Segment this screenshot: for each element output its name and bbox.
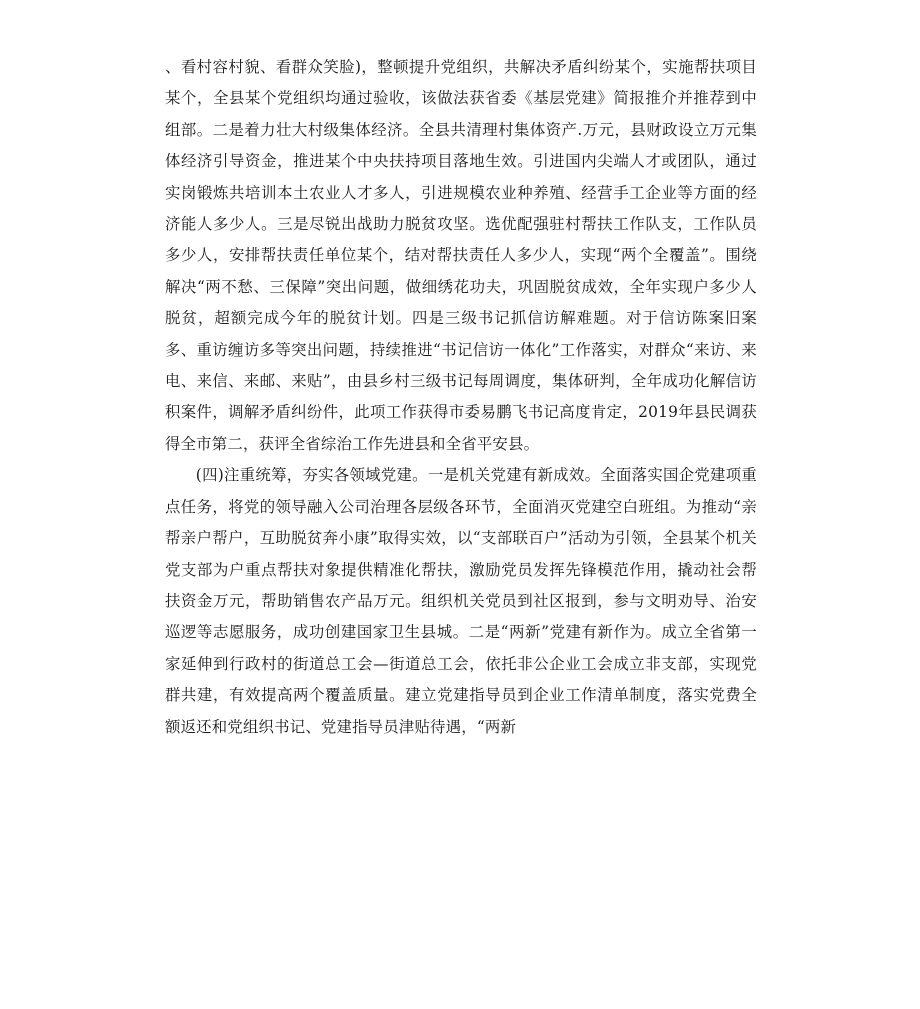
document-body xyxy=(165,52,757,743)
paragraph-2: (四)注重统筹，夯实各领域党建。一是机关党建有新成效。全面落实国企党建项重点任务，将党的领导融入公司治理各层级各环节，全面消灭党建空白班组。为推动“亲帮亲户帮户，互助脱贫奔小康”取得实效，以“支部联百户”活动为引领，全县某个机关党支部为户重点帮扶对象提供精准化帮扶，激励党员发挥先锋模范作用，撬动社会帮扶资金万元，帮助销售农产品万元。组织机关党员到社区报到，参与文明劝导、治安巡逻等志愿服务，成功创建国家卫生县城。二是“两新”党建有新作为。成立全省第一家延伸到行政村的街道总工会—街道总工会，依托非公企业工会成立非支部，实现党群共建，有效提高两个覆盖质量。建立党建指导员到企业工作清单制度，落实党费全额返还和党组织书记、党建指导员津贴待遇，“两新 xyxy=(165,466,757,736)
paragraph-1: 、看村容村貌、看群众笑脸)，整顿提升党组织，共解决矛盾纠纷某个，实施帮扶项目某个，全县某个党组织均通过验收，该做法获省委《基层党建》简报推介并推荐到中组部。二是着力壮大村级集体经济。全县共清理村集体资产.万元，县财政设立万元集体经济引导资金，推进某个中央扶持项目落地生效。引进国内尖端人才或团队，通过实岗锻炼共培训本土农业人才多人，引进规模农业种养殖、经营手工企业等方面的经济能人多少人。三是尽锐出战助力脱贫攻坚。选优配强驻村帮扶工作队支，工作队员多少人，安排帮扶责任单位某个，结对帮扶责任人多少人，实现“两个全覆盖”。围绕解决“两不愁、三保障”突出问题，做细绣花功夫，巩固脱贫成效，全年实现户多少人脱贫，超额完成今年的脱贫计划。四是三级书记抓信访解难题。对于信访陈案旧案多、重访缠访多等突出问题，持续推进“书记信访一体化”工作落实，对群众“来访、来电、来信、来邮、来贴”，由县乡村三级书记每周调度，集体研判，全年成功化解信访积案件，调解矛盾纠纷件，此项工作获得市委易鹏飞书记高度肯定，2019年县民调获得全市第二，获评全省综治工作先进县和全省平安县。 xyxy=(165,58,757,453)
